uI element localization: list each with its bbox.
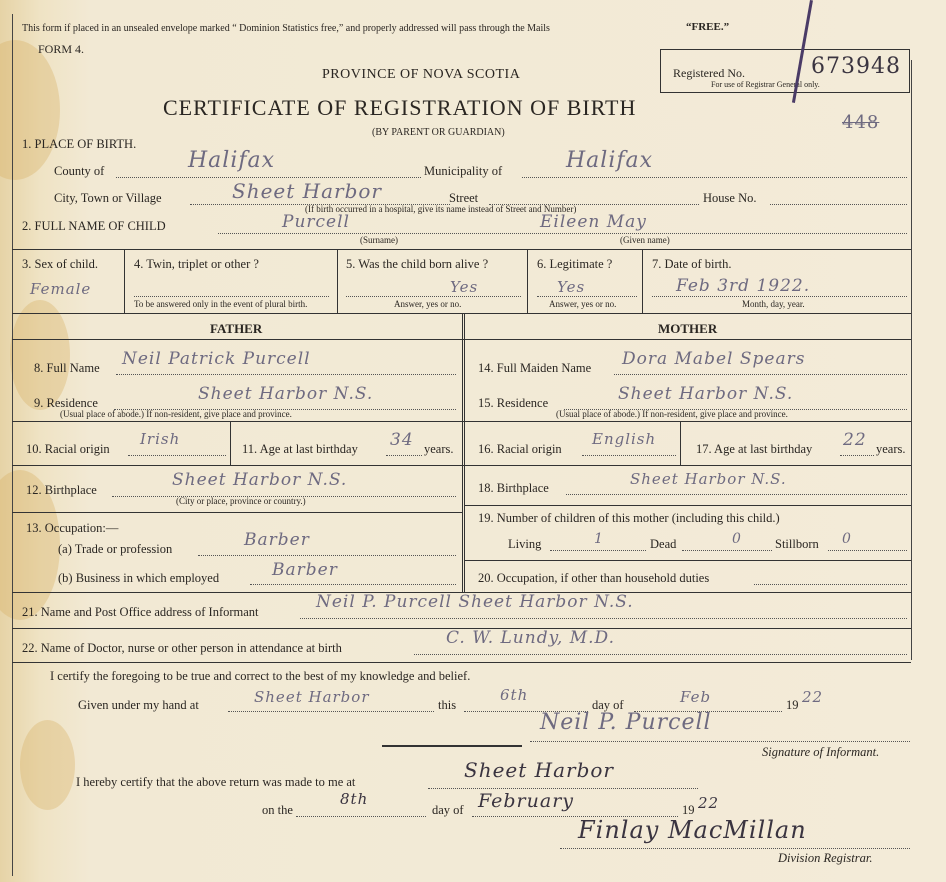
registered-label: Registered No. [673,66,745,80]
mother-heading: MOTHER [658,321,718,336]
mother-age-line [840,455,874,456]
trade-value: Barber [244,530,310,550]
informant-signature: Neil P. Purcell [540,710,712,735]
on-the-label: on the [262,803,293,817]
informant-signature-line [530,741,910,742]
surname-caption: (Surname) [360,235,398,245]
county-line [116,177,421,178]
mother-birthplace-label: 18. Birthplace [478,481,549,495]
registrar-day-value: 8th [340,790,369,808]
this-label: this [438,698,457,712]
registrar-month-value: February [478,790,575,812]
children-count-label: 19. Number of children of this mother (including this child.) [478,511,780,525]
given-name-caption: (Given name) [620,235,670,245]
legitimate-value: Yes [557,278,586,296]
mother-age-label: 17. Age at last birthday [696,442,813,456]
mother-occupation-label: 20. Occupation, if other than household duties [478,571,710,585]
registrar-day-of-label: day of [432,803,464,817]
doctor-line [414,654,907,655]
page-border-right [911,60,912,660]
stillborn-label: Stillborn [775,537,819,551]
father-racial-line [128,455,226,456]
doctor-value: C. W. Lundy, M.D. [446,628,615,648]
row-rule [464,505,911,506]
parents-divider [462,314,465,592]
child-name-label: 2. FULL NAME OF CHILD [22,219,166,233]
father-residence-note: (Usual place of abode.) If non-resident, give place and province. [60,409,292,419]
column-rule [124,249,125,313]
certify-statement: I certify the foregoing to be true and correct to the best of my knowledge and belief. [50,669,471,683]
father-age-line [386,455,422,456]
mother-name-label: 14. Full Maiden Name [478,361,592,375]
registrar-day-line [296,816,426,817]
given-under-hand-label: Given under my hand at [78,698,199,712]
informant-signature-caption: Signature of Informant. [762,745,880,759]
doctor-label: 22. Name of Doctor, nurse or other person in attendance at birth [22,641,342,655]
father-name-value: Neil Patrick Purcell [122,349,311,369]
registrar-place-value: Sheet Harbor [464,758,614,782]
father-birthplace-note: (City or place, province or country.) [176,496,306,506]
column-rule [527,249,528,313]
mother-residence-value: Sheet Harbor N.S. [618,384,794,404]
given-place-line [228,711,434,712]
city-value: Sheet Harbor [232,179,382,203]
mother-racial-label: 16. Racial origin [478,442,562,456]
sex-value: Female [30,280,92,298]
father-heading: FATHER [210,321,263,336]
mother-age-value: 22 [843,430,867,450]
registered-number: 673948 [811,54,901,79]
registrar-use-note: For use of Registrar General only. [711,80,820,89]
birth-date-line [652,296,907,297]
column-rule [337,249,338,313]
city-label: City, Town or Village [54,191,162,205]
given-place-value: Sheet Harbor [254,688,370,706]
father-racial-label: 10. Racial origin [26,442,110,456]
father-birthplace-value: Sheet Harbor N.S. [172,470,348,490]
mother-residence-note: (Usual place of abode.) If non-resident, give place and province. [556,409,788,419]
father-residence-label: 9. Residence [34,396,98,410]
registrar-statement: I hereby certify that the above return was made to me at [76,775,356,789]
column-rule [230,421,231,465]
registrar-year-prefix: 19 [682,803,695,817]
registrar-year-value: 22 [698,794,720,812]
paper-stain [0,40,60,180]
margin-number: 448 [842,112,880,133]
twin-note: To be answered only in the event of plural birth. [134,299,308,309]
row-rule [464,560,911,561]
municipality-line [522,177,907,178]
legitimate-label: 6. Legitimate ? [537,257,613,271]
father-name-label: 8. Full Name [34,361,100,375]
mother-occupation-line [754,584,907,585]
living-label: Living [508,537,542,551]
birth-date-label: 7. Date of birth. [652,257,732,271]
divider-rule [382,745,522,747]
twin-line [134,296,329,297]
father-age-label: 11. Age at last birthday [242,442,358,456]
informant-value: Neil P. Purcell Sheet Harbor N.S. [316,592,634,612]
alive-value: Yes [450,278,479,296]
dead-label: Dead [650,537,677,551]
paper-stain [20,720,75,810]
father-age-years: years. [424,442,454,456]
place-of-birth-heading: 1. PLACE OF BIRTH. [22,137,137,151]
mother-birthplace-line [566,494,907,495]
municipality-value: Halifax [566,148,654,173]
alive-line [346,296,521,297]
free-notice: “FREE.” [686,21,730,33]
province-heading: PROVINCE OF NOVA SCOTIA [322,67,521,82]
row-rule [12,465,911,466]
dead-line [682,550,772,551]
row-rule [12,662,911,663]
row-rule [12,421,911,422]
given-year-value: 22 [802,688,824,706]
mother-name-line [614,374,907,375]
occupation-heading: 13. Occupation:— [26,521,119,535]
form-number: FORM 4. [38,42,85,56]
informant-line [300,618,907,619]
child-name-line [218,233,907,234]
registrar-signature-line [560,848,910,849]
registered-number-box [660,49,910,93]
father-age-value: 34 [390,430,414,450]
mother-racial-line [582,455,676,456]
page-title: CERTIFICATE OF REGISTRATION OF BIRTH [163,95,637,120]
year-prefix: 19 [786,698,799,712]
dead-value: 0 [732,531,742,547]
column-rule [680,421,681,465]
stillborn-line [828,550,907,551]
father-residence-value: Sheet Harbor N.S. [198,384,374,404]
mother-name-value: Dora Mabel Spears [622,349,806,369]
column-rule [642,249,643,313]
child-given-name: Eileen May [540,212,647,232]
mother-residence-label: 15. Residence [478,396,549,410]
mother-racial-value: English [592,430,657,448]
street-label: Street [449,191,479,205]
house-number-line [770,204,907,205]
mother-birthplace-value: Sheet Harbor N.S. [630,470,787,488]
alive-label: 5. Was the child born alive ? [346,257,489,271]
row-rule [12,512,462,513]
house-number-label: House No. [703,191,757,205]
given-day-value: 6th [500,686,529,704]
business-label: (b) Business in which employed [58,571,220,585]
trade-label: (a) Trade or profession [58,542,173,556]
hospital-note: (If birth occurred in a hospital, give its name instead of Street and Number) [305,204,577,214]
birth-date-note: Month, day, year. [742,299,805,309]
alive-note: Answer, yes or no. [394,299,462,309]
day-of-label: day of [592,698,624,712]
legitimate-note: Answer, yes or no. [549,299,617,309]
registrar-signature: Finlay MacMillan [578,816,807,844]
municipality-label: Municipality of [424,164,503,178]
father-racial-value: Irish [140,430,181,448]
mail-notice: This form if placed in an unsealed envelope marked “ Dominion Statistics free,” and properly addressed will pass through the Mails [22,23,550,34]
father-birthplace-label: 12. Birthplace [26,483,97,497]
legitimate-line [537,296,637,297]
father-name-line [116,374,456,375]
twin-label: 4. Twin, triplet or other ? [134,257,259,271]
registrar-place-line [428,788,698,789]
living-value: 1 [594,531,604,547]
paper-stain [10,300,70,410]
living-line [550,550,646,551]
birth-date-value: Feb 3rd 1922. [676,276,811,296]
county-label: County of [54,164,105,178]
business-line [250,584,456,585]
given-month-value: Feb [680,688,712,706]
page-subtitle: (BY PARENT OR GUARDIAN) [372,127,505,138]
registrar-signature-caption: Division Registrar. [778,851,873,865]
page-border-left [12,14,13,876]
row-rule [12,249,911,250]
mother-age-years: years. [876,442,906,456]
child-surname: Purcell [282,212,350,232]
stillborn-value: 0 [842,531,852,547]
informant-label: 21. Name and Post Office address of Informant [22,605,259,619]
county-value: Halifax [188,148,276,173]
sex-label: 3. Sex of child. [22,257,99,271]
business-value: Barber [272,560,338,580]
trade-line [198,555,456,556]
